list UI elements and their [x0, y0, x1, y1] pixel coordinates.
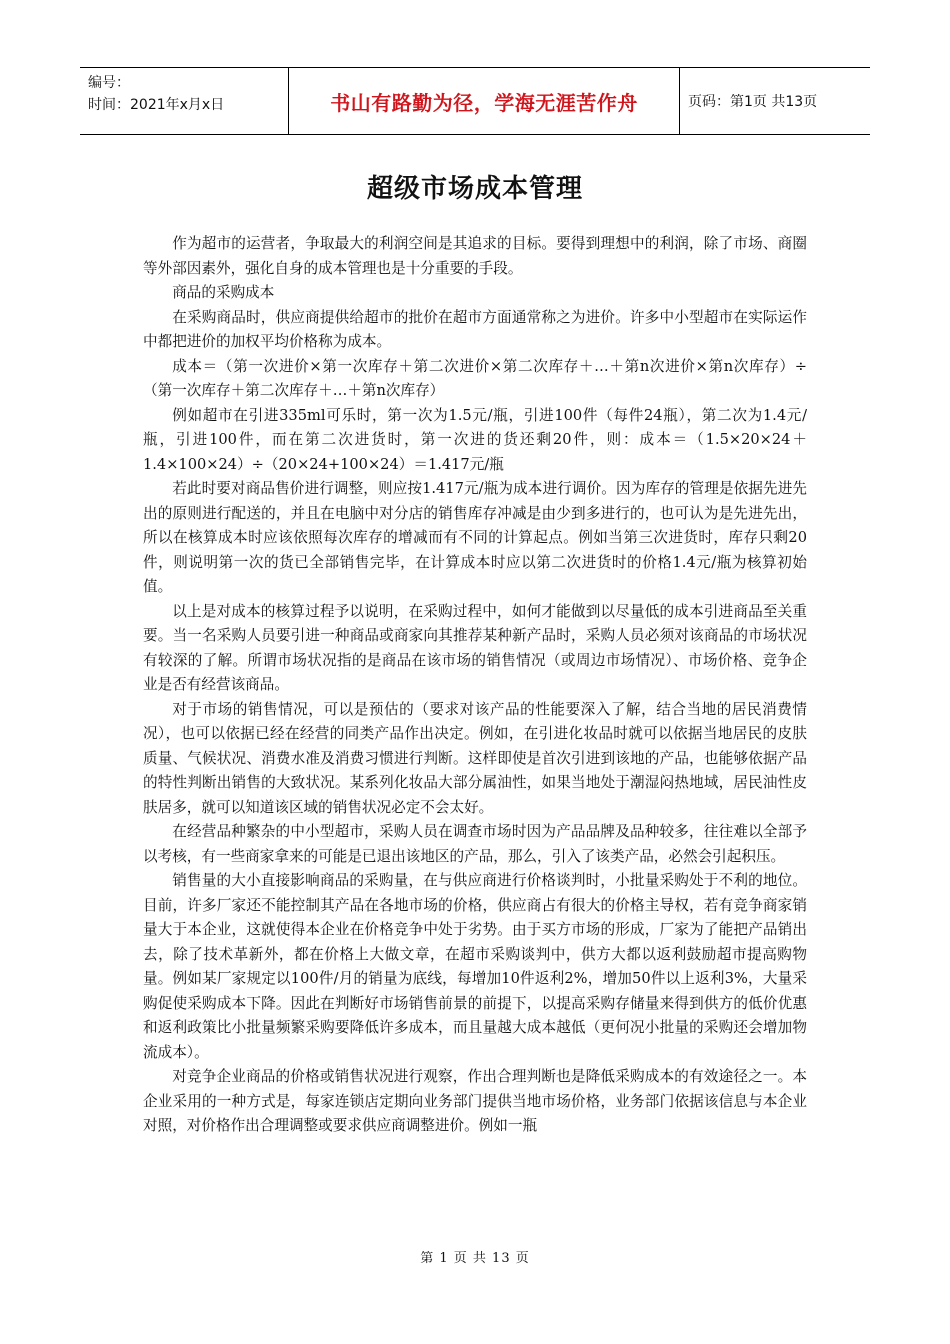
paragraph: 在采购商品时，供应商提供给超市的批价在超市方面通常称之为进价。许多中小型超市在实际运作中都把进价的加权平均价格称为成本。 — [143, 308, 807, 350]
date-label: 时间：2021年x月x日 — [88, 97, 225, 113]
page-info: 页码：第1页 共13页 — [688, 94, 818, 110]
paragraph: 若此时要对商品售价进行调整，则应按1.417元/瓶为成本进行调价。因为库存的管理是依据先进先出的原则进行配送的，并且在电脑中对分店的销售库存冲减是由少到多进行的，也可认为是先进先出，所以在核算成本时应该依照每次库存的增减而有不同的计算起点。例如当第三次进货时，库存只剩20件，则说明第一次的货已全部销售完毕，在计算成本时应以第二次进货时的价格1.4元/瓶为核算初始值。 — [143, 480, 807, 595]
paragraph: 对竞争企业商品的价格或销售状况进行观察，作出合理判断也是降低采购成本的有效途径之一。本企业采用的一种方式是，每家连锁店定期向业务部门提供当地市场价格，业务部门依据该信息与本企业对照，对价格作出合理调整或要求供应商调整进价。例如一瓶 — [143, 1068, 807, 1134]
serial-number-label: 编号： — [88, 75, 130, 91]
paragraph: 在经营品种繁杂的中小型超市，采购人员在调查市场时因为产品品牌及品种较多，往往难以全部予以考核，有一些商家拿来的可能是已退出该地区的产品，那么，引入了该类产品，必然会引起积压。 — [143, 823, 807, 865]
motto-text: 书山有路勤为径，学海无涯苦作舟 — [330, 90, 638, 115]
paragraph: 作为超市的运营者，争取最大的利润空间是其追求的目标。要得到理想中的利润，除了市场、商圈等外部因素外，强化自身的成本管理也是十分重要的手段。 — [143, 235, 807, 277]
header-motto-cell — [289, 68, 680, 135]
paragraph: 例如超市在引进335ml可乐时，第一次为1.5元/瓶，引进100件（每件24瓶），第二次为1.4元/瓶，引进100件，而在第二次进货时，第一次进的货还剩20件，则：成本＝（1.5×20×24＋1.4×100×24）÷（20×24+100×24）＝1.417元/瓶 — [143, 406, 807, 473]
paragraph: 以上是对成本的核算过程予以说明，在采购过程中，如何才能做到以尽量低的成本引进商品至关重要。当一名采购人员要引进一种商品或商家向其推荐某种新产品时，采购人员必须对该商品的市场状况有较深的了解。所谓市场状况指的是商品在该市场的销售情况（或周边市场情况）、市场价格、竞争企业是否有经营该商品。 — [143, 602, 807, 693]
document-title: 超级市场成本管理 — [366, 174, 583, 204]
header-meta-cell — [80, 68, 289, 135]
header-page-cell — [680, 68, 871, 135]
paragraph: 销售量的大小直接影响商品的采购量，在与供应商进行价格谈判时，小批量采购处于不利的地位。目前，许多厂家还不能控制其产品在各地市场的价格，供应商占有很大的价格主导权，若有竞争商家销量大于本企业，这就使得本企业在价格竞争中处于劣势。由于买方市场的形成，厂家为了能把产品销出去，除了技术革新外，都在价格上大做文章，在超市采购谈判中，供方大都以返利鼓励超市提高购物量。例如某厂家规定以100件/月的销量为底线，每增加10件返利2%，增加50件以上返利3%，大量采购促使采购成本下降。因此在判断好市场销售前景的前提下，以提高采购存储量来得到供方的低价优惠和返利政策比小批量频繁采购要降低许多成本，而且量越大成本越低（更何况小批量的采购还会增加物流成本）。 — [143, 872, 807, 1061]
formula-paragraph: 成本＝（第一次进价×第一次库存＋第二次进价×第二次库存＋…＋第n次进价×第n次库存）÷（第一次库存＋第二次库存＋…＋第n次库存） — [143, 357, 807, 399]
section-heading: 商品的采购成本 — [172, 284, 275, 301]
paragraph: 对于市场的销售情况，可以是预估的（要求对该产品的性能要深入了解，结合当地的居民消费情况），也可以依据已经在经营的同类产品作出决定。例如，在引进化妆品时就可以依据当地居民的皮肤质量、气候状况、消费水准及消费习惯进行判断。这样即使是首次引进到该地的产品，也能够依据产品的特性判断出销售的大致状况。某系列化妆品大部分属油性，如果当地处于潮湿闷热地域，居民油性皮肤居多，就可以知道该区域的销售状况必定不会太好。 — [143, 700, 807, 816]
header-table — [80, 67, 870, 135]
document-body — [143, 232, 807, 1139]
page-footer: 第 1 页 共 13 页 — [420, 1251, 530, 1266]
